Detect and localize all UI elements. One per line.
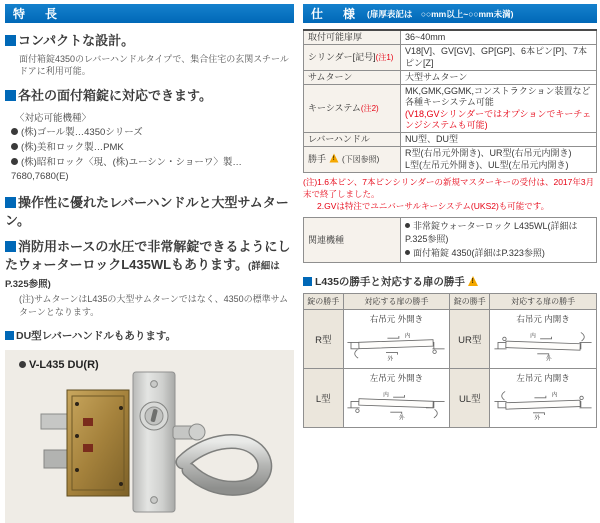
list-item: (株)ゴール製…4350シリーズ: [11, 126, 294, 141]
features-header: [5, 4, 294, 23]
bullet-dot-icon: [405, 250, 410, 255]
feature-note: (注)サムターンはL435の大型サムターンではなく、4350の標準サムターンとなります。: [19, 294, 289, 318]
feature-item-waterlock: [5, 238, 294, 291]
feature-title: 消防用ホースの水圧で非常解錠できるようにしたウォーターロックL435WLもあります。: [5, 239, 291, 272]
features-column: [5, 4, 294, 523]
svg-text:外: 外: [534, 414, 541, 421]
door-swing-diagram-ul: [493, 385, 593, 425]
spec-row-cylinder: [304, 45, 597, 71]
feature-title: DU型レバーハンドルもあります。: [16, 329, 177, 342]
spec-value: MK,GMK,GGMK,コンストラクション装置など各種キーシステム可能 (V18,GVシリンダーではオプションでキーチェンジシステムも可能): [401, 85, 597, 133]
door-diagram-cell: [490, 368, 597, 427]
spec-notes: [303, 177, 597, 213]
svg-text:外: 外: [545, 355, 552, 362]
related-row: [304, 218, 597, 262]
compatible-models-heading: 〈対応可能機種〉: [15, 113, 92, 125]
diagram-caption: 右吊元 外開き: [369, 313, 424, 324]
door-diagram-cell: [343, 309, 450, 368]
feature-title-note: (詳細はP.325参照): [5, 260, 280, 290]
bullet-square-icon: [303, 277, 312, 286]
svg-text:内: 内: [383, 391, 390, 398]
spec-label: シリンダー[記号](注1): [304, 45, 401, 71]
list-item: (株)美和ロック製…PMK: [11, 141, 294, 156]
svg-text:内: 内: [551, 391, 558, 398]
spec-value: 大型サムターン: [401, 70, 597, 84]
spec-header: [303, 4, 597, 23]
door-swing-diagram-ur: [493, 326, 593, 366]
product-photo-box: [5, 350, 294, 523]
svg-text:内: 内: [405, 332, 411, 339]
warning-icon: [330, 154, 339, 163]
bullet-square-icon: [5, 197, 16, 208]
column-header: 錠の勝手: [450, 293, 490, 309]
diagram-caption: 右吊元 内開き: [516, 313, 570, 324]
bullet-square-icon: [5, 90, 16, 101]
see-figure-note: (下図参照): [342, 155, 380, 165]
feature-item-du-handle: [5, 329, 294, 343]
related-values: [401, 218, 597, 262]
warning-icon: [468, 276, 478, 286]
handing-row-l-ul: [304, 368, 597, 427]
door-diagram-cell: [343, 368, 450, 427]
lock-handing-type: R型: [304, 309, 344, 368]
spec-row-lever: [304, 133, 597, 147]
lock-product-image: [17, 366, 281, 516]
related-item: 非常錠ウォーターロック L435WL(詳細はP.325参照): [405, 221, 578, 245]
note-ref: (注1): [375, 52, 394, 62]
spec-table: [303, 29, 597, 173]
spec-header-title: 仕 様: [311, 7, 360, 21]
spec-label: 取付可能扉厚: [304, 30, 401, 45]
spec-header-note: (扉厚表記は ○○mm以上~○○mm未満): [367, 8, 514, 19]
spec-label: 勝手 ! (下図参照): [304, 147, 401, 173]
spec-note-line: 2.GVは特注でユニバーサルキーシステム(UKS2)も可能です。: [317, 200, 550, 211]
spec-value: R型(右吊元外開き)、UR型(右吊元内開き) L型(左吊元外開き)、UL型(左吊元内開き): [401, 147, 597, 173]
column-header: 錠の勝手: [304, 293, 344, 309]
bullet-dot-icon: [11, 128, 18, 135]
svg-text:外: 外: [387, 355, 394, 362]
spec-row-handing: [304, 147, 597, 173]
feature-item-handle: [5, 194, 294, 229]
related-item: 面付箱錠 4350(詳細はP.323参照): [405, 247, 592, 260]
bullet-square-icon: [5, 241, 16, 252]
note-ref: (注2): [360, 103, 379, 113]
spec-label: キーシステム(注2): [304, 85, 401, 133]
spec-row-door-thickness: [304, 30, 597, 45]
spec-value: V18[V]、GV[GV]、GP[GP]、6本ピン[P]、7本ピン[Z]: [401, 45, 597, 71]
related-models-table: [303, 217, 597, 262]
compatible-models-list: [11, 126, 294, 185]
list-item: (株)昭和ロック〈現、(株)ユーシン・ショーワ〉製…7680,7680(E): [11, 156, 242, 183]
handing-row-r-ur: [304, 309, 597, 368]
lock-handing-type: UR型: [450, 309, 490, 368]
handing-section-title: L435の勝手と対応する扉の勝手 !: [303, 274, 597, 289]
feature-title: 各社の面付箱錠に対応できます。: [18, 87, 212, 103]
handing-table: [303, 293, 597, 428]
product-model-label: V-L435 DU(R): [19, 359, 99, 371]
feature-desc: 面付箱錠4350のレバーハンドルタイプで、集合住宅の玄関スチールドアに利用可能。: [19, 53, 289, 77]
feature-title: コンパクトな設計。: [18, 33, 135, 48]
spec-label: サムターン: [304, 70, 401, 84]
bullet-dot-icon: [405, 223, 410, 228]
door-swing-diagram-r: [346, 326, 446, 366]
spec-label: レバーハンドル: [304, 133, 401, 147]
bullet-square-icon: [5, 331, 14, 340]
door-diagram-cell: [490, 309, 597, 368]
feature-item-compatibility: [5, 87, 294, 105]
features-header-title: 特 長: [13, 7, 62, 21]
spec-row-keysystem: [304, 85, 597, 133]
column-header: 対応する扉の勝手: [490, 293, 597, 309]
bullet-dot-icon: [11, 143, 18, 150]
feature-item-compact: [5, 32, 294, 50]
spec-value: NU型、DU型: [401, 133, 597, 147]
handing-header-row: [304, 293, 597, 309]
feature-title: 操作性に優れたレバーハンドルと大型サムターン。: [5, 195, 289, 228]
svg-text:内: 内: [530, 332, 536, 339]
bullet-dot-icon: [11, 158, 18, 165]
column-header: 対応する扉の勝手: [343, 293, 450, 309]
diagram-caption: 左吊元 内開き: [516, 372, 570, 383]
bullet-square-icon: [5, 35, 16, 46]
spec-note-line: (注)1.6本ピン、7本ピンシリンダーの新規マスターキーの受付は、2017年3月末で終了しました。: [303, 176, 595, 199]
diagram-caption: 左吊元 外開き: [369, 372, 424, 383]
spec-value-note: (V18,GVシリンダーではオプションでキーチェンジシステムも可能): [405, 108, 592, 130]
lock-handing-type: UL型: [450, 368, 490, 427]
lock-handing-type: L型: [304, 368, 344, 427]
spec-value: 36~40mm: [401, 30, 597, 45]
spec-column: [303, 4, 597, 428]
spec-row-thumbturn: [304, 70, 597, 84]
door-swing-diagram-l: [346, 385, 446, 425]
related-label: 関連機種: [304, 218, 401, 262]
svg-text:外: 外: [399, 414, 406, 421]
